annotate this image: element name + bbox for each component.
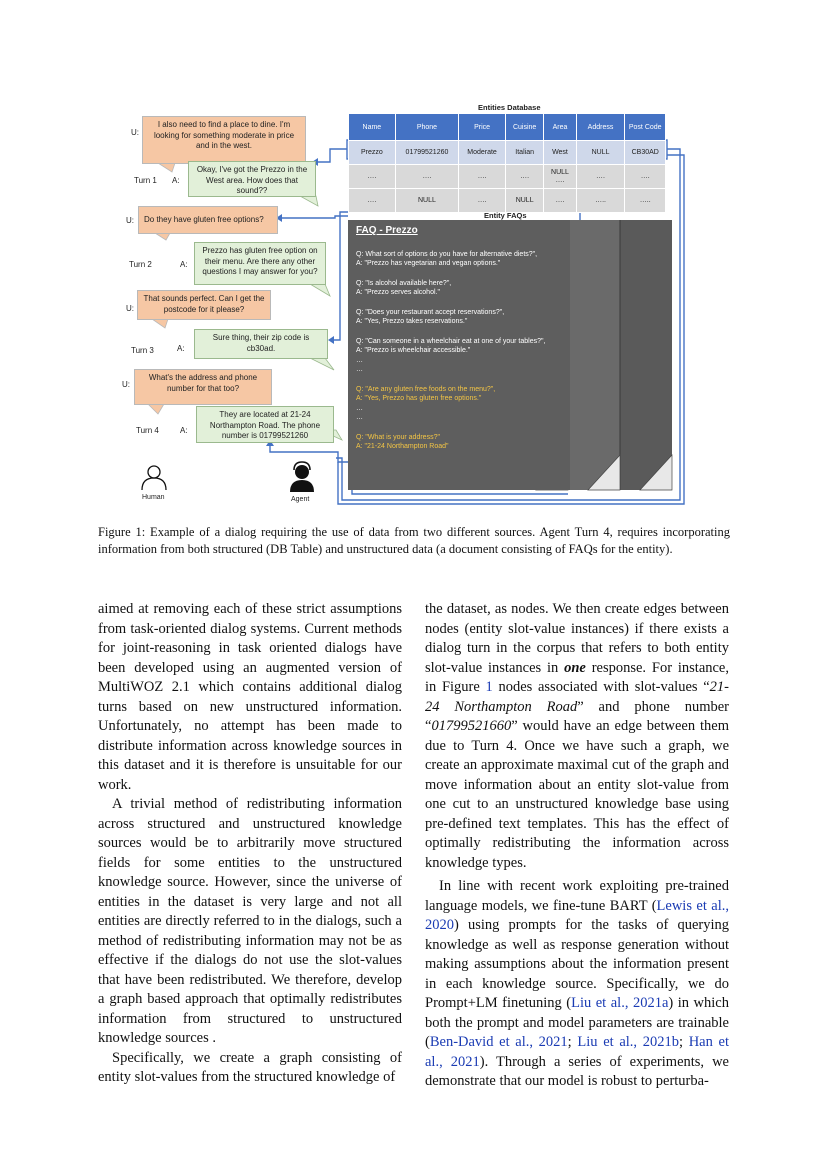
faq-answer: A: "Prezzo serves alcohol." — [356, 289, 440, 296]
entities-db-table — [348, 113, 666, 213]
db-cell: NULL — [505, 189, 543, 213]
db-header-cell: Post Code — [625, 114, 666, 141]
faq-ellipsis: … — [356, 414, 363, 421]
db-header-cell: Area — [544, 114, 576, 141]
faq-ellipsis: … — [356, 404, 363, 412]
user-label: U: — [122, 380, 130, 389]
user-label: U: — [126, 304, 134, 313]
user-bubble-turn-1: I also need to find a place to dine. I'm looking for something moderate in price and in the west. — [142, 116, 306, 164]
paragraph: A trivial method of redistributing information across structured and unstructured knowledge sources would be to arbitrarily move structured fields for some entities to the unstructured knowledge source. However, since the universe of entities in the dataset is very large and not all entities are directly referred to in the dialogs, such a method of redistributing information may not be as effective if the dialogs do not use the slot-values that have been redistributed. We therefore, develop a graph based approach that optimally redistributes information from structured to unstructured knowledge sources . — [98, 796, 402, 1046]
agent-label: A: — [180, 426, 188, 435]
faq-heading: FAQ - Prezzo — [356, 225, 418, 236]
human-icon — [142, 466, 166, 490]
faq-answer: A: "Yes, Prezzo takes reservations." — [356, 318, 468, 325]
user-bubble-turn-2: Do they have gluten free options? — [138, 206, 278, 234]
agent-headset-icon — [290, 462, 314, 492]
agent-label: A: — [177, 344, 185, 353]
db-cell: Moderate — [459, 141, 506, 165]
faq-page-3 — [568, 220, 620, 490]
db-cell: …. — [459, 189, 506, 213]
db-cell: …. — [349, 165, 396, 189]
db-cell: 01799521260 — [395, 141, 458, 165]
user-label: U: — [131, 128, 139, 137]
db-cell: …. — [625, 165, 666, 189]
citation-link[interactable]: Lewis et al., 2020 — [425, 897, 729, 933]
citation-link[interactable]: Liu et al., 2021b — [577, 1034, 679, 1050]
db-row — [349, 189, 666, 213]
paragraph: In line with recent work exploiting pre-trained language models, we fine-tune BART (Lewis et al., 2020) using prompts for the tasks of querying knowledge as well as response generation without making assumptions about the information present in each knowledge source. Specifically, we do Prompt+LM finetuning (Liu et al., 2021a) in which both the prompt and model parameters are trainable (Ben-David et al., 2021; Liu et al., 2021b; Han et al., 2021). Through a series of experiments, we demonstrate that our model is robust to perturba- — [425, 878, 730, 1089]
db-cell: …. — [459, 165, 506, 189]
user-bubble-turn-3: That sounds perfect. Can I get the postcode for it please? — [137, 290, 271, 320]
agent-label: A: — [180, 260, 188, 269]
figure-caption: Figure 1: Example of a dialog requiring the use of data from two different sources. Agent Turn 4, requires incorporating information from both structured (DB Table) and unstructured data (a document consisting of FAQs for the entity). — [98, 525, 730, 556]
turn-label: Turn 3 — [131, 346, 154, 355]
agent-bubble-turn-4: They are located at 21-24 Northampton Road. The phone number is 01799521260 — [196, 406, 334, 443]
db-row — [349, 165, 666, 189]
human-label: Human — [142, 494, 165, 501]
citation-link[interactable]: Han et al., 2021 — [425, 1034, 730, 1070]
db-cell: NULL — [395, 189, 458, 213]
db-cell: …. — [349, 189, 396, 213]
db-cell: Italian — [505, 141, 543, 165]
db-cell: CB30AD — [625, 141, 666, 165]
user-bubble-turn-4: What's the address and phone number for that too? — [134, 369, 272, 405]
faq-question-highlight: Q: "Are any gluten free foods on the menu?", — [356, 385, 496, 393]
db-cell: NULL …. — [544, 165, 576, 189]
turn-label: Turn 1 — [134, 176, 157, 185]
db-cell: …. — [576, 165, 625, 189]
faq-ellipsis: … — [356, 366, 363, 373]
db-header-cell: Name — [349, 114, 396, 141]
left-column — [98, 600, 402, 1088]
db-cell: …. — [544, 189, 576, 213]
faq-section-title: Entity FAQs — [484, 211, 527, 220]
db-cell: …. — [395, 165, 458, 189]
emphasis: one — [564, 659, 586, 676]
paragraph: the dataset, as nodes. We then create edges between nodes (entity slot-value instances) if there exists a dialog turn in the corpus that refers to both entity slot-value instances in one response. For instance, in Figure 1 nodes associated with slot-values “21-24 Northampton Road” and phone number “01799521660” would have an edge between them due to Turn 4. Once we have such a graph, we create an approximate maximal cut of the graph and move information about an entity slot-value from one cut to an unstructured knowledge base using pre-defined text templates. This has the effect of optimally redistributing the information across knowledge types. — [425, 601, 729, 871]
figure-1 — [0, 0, 827, 520]
agent-bubble-turn-1: Okay, I've got the Prezzo in the West area. How does that sound?? — [188, 161, 316, 197]
db-row — [349, 141, 666, 165]
faq-question: Q: What sort of options do you have for alternative diets?", — [356, 250, 538, 258]
faq-question: Q: "Is alcohol available here?", — [356, 279, 452, 287]
faq-page-2 — [620, 220, 672, 490]
db-cell: ….. — [625, 189, 666, 213]
db-header-cell: Phone — [395, 114, 458, 141]
faq-ellipsis: … — [356, 356, 363, 364]
turn-label: Turn 2 — [129, 260, 152, 269]
faq-answer: A: "Prezzo is wheelchair accessible." — [356, 347, 471, 354]
faq-answer: A: "Prezzo has vegetarian and vegan options." — [356, 260, 501, 267]
user-label: U: — [126, 216, 134, 225]
agent-label: A: — [172, 176, 180, 185]
right-column — [425, 600, 729, 1092]
figure-ref-link[interactable]: 1 — [485, 679, 493, 695]
citation-link[interactable]: Liu et al., 2021a — [571, 995, 669, 1011]
faq-question: Q: "Does your restaurant accept reservations?", — [356, 308, 505, 316]
faq-question: Q: "Can someone in a wheelchair eat at one of your tables?", — [356, 337, 546, 345]
faq-answer-highlight: A: "Yes, Prezzo has gluten free options." — [356, 395, 482, 402]
db-header-cell: Address — [576, 114, 625, 141]
db-cell: ….. — [576, 189, 625, 213]
db-header-cell: Price — [459, 114, 506, 141]
db-cell: West — [544, 141, 576, 165]
db-cell: Prezzo — [349, 141, 396, 165]
citation-link[interactable]: Ben-David et al., 2021 — [429, 1034, 568, 1050]
faq-document — [348, 220, 570, 490]
agent-bubble-turn-3: Sure thing, their zip code is cb30ad. — [194, 329, 328, 359]
agent-bubble-turn-2: Prezzo has gluten free option on their menu. Are there any other questions I may answer for you? — [194, 242, 326, 285]
db-title: Entities Database — [478, 103, 541, 112]
faq-answer-highlight: A: "21-24 Northampton Road" — [356, 443, 449, 450]
db-header-cell: Cuisine — [505, 114, 543, 141]
db-header-row — [349, 114, 666, 141]
paragraph: aimed at removing each of these strict assumptions from task-oriented dialog systems. Current methods for joint-reasoning in task oriented dialogs have been developed using an augmented version of MultiWOZ 2.1 which contains additional dialog turns based on new unstructured information. Unfortunately, no attempt has been made to distribute information across knowledge sources in this dataset and it is therefore is unsuitable for our work. — [98, 601, 402, 793]
paragraph: Specifically, we create a graph consisting of entity slot-values from the structured knowledge of — [98, 1049, 402, 1085]
faq-question-highlight: Q: "What is your address?" — [356, 433, 440, 441]
agent-icon-label: Agent — [291, 496, 310, 503]
db-cell: NULL — [576, 141, 625, 165]
db-cell: …. — [505, 165, 543, 189]
turn-label: Turn 4 — [136, 426, 159, 435]
